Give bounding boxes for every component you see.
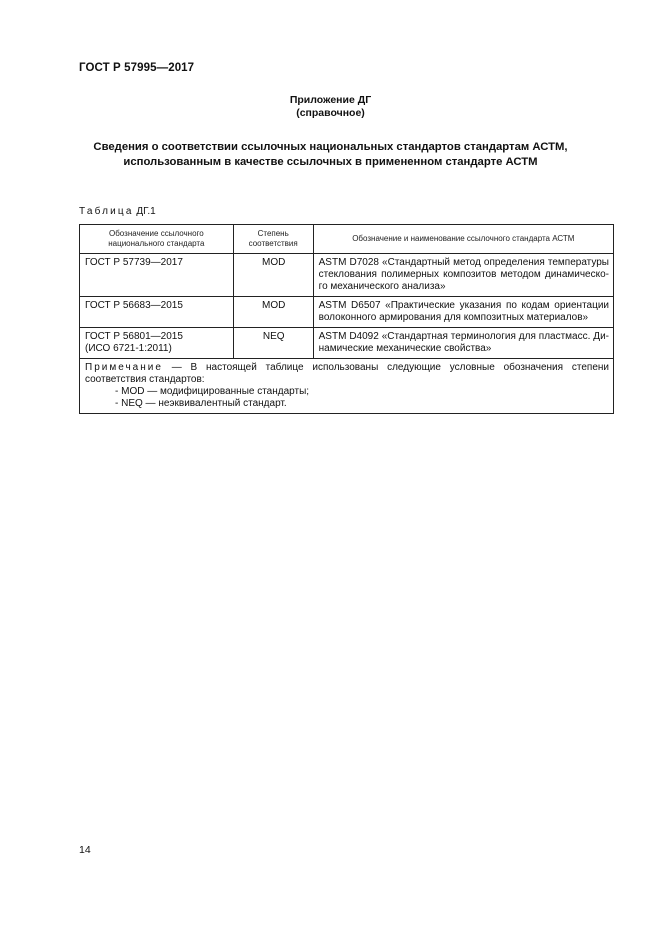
table-row [80,297,614,328]
table-header-row [80,225,614,254]
astm-standard-cell: ASTM D6507 «Практические указания по кодам ориентации волоконного армирования для композитных материалов» [313,297,613,328]
appendix-label: Приложение ДГ [289,94,372,106]
document-code: ГОСТ Р 57995—2017 [79,62,195,74]
appendix-status: (справочное) [296,107,365,119]
national-standard-code: ГОСТ Р 56801—2015 [85,331,183,342]
appendix-title [0,94,661,120]
section-heading [70,140,591,170]
table-caption-word: Таблица [79,206,134,217]
table-note-row [80,359,614,414]
page-number: 14 [79,844,91,856]
table-caption [79,206,156,217]
astm-standard-cell: ASTM D7028 «Стандартный метод определения температуры стеклования полимерных композитов методом динамическо-го механического анализа» [313,254,613,297]
national-standard-cell [80,328,234,359]
column-header-national: Обозначение ссылочного национального стандарта [80,225,234,254]
national-standard-cell: ГОСТ Р 57739—2017 [80,254,234,297]
degree-cell: NEQ [233,328,313,359]
degree-cell: MOD [233,297,313,328]
section-heading-line-2: использованным в качестве ссылочных в примененном стандарте АСТМ [123,156,538,168]
table-row [80,328,614,359]
national-standard-iso-ref: (ИСО 6721-1:2011) [85,343,172,354]
note-label: Примечание [85,362,163,373]
astm-standard-cell: ASTM D4092 «Стандартная терминология для пластмасс. Ди-намические механические свойства» [313,328,613,359]
note-item-neq: - NEQ — неэквивалентный стандарт. [115,398,287,409]
table-caption-number: ДГ.1 [136,206,156,217]
note-text [85,362,609,386]
column-header-degree: Степень соответствия [233,225,313,254]
table-note [80,359,614,414]
correspondence-table [79,224,614,414]
note-body: — В настоящей таблице использованы следующие условные обозначения степени соответствия стандартов: [85,362,609,385]
column-header-astm: Обозначение и наименование ссылочного стандарта АСТМ [313,225,613,254]
national-standard-cell: ГОСТ Р 56683—2015 [80,297,234,328]
degree-cell: MOD [233,254,313,297]
section-heading-line-1: Сведения о соответствии ссылочных национальных стандартов стандартам АСТМ, [93,141,568,153]
note-item-mod: - MOD — модифицированные стандарты; [115,386,310,397]
table-row [80,254,614,297]
